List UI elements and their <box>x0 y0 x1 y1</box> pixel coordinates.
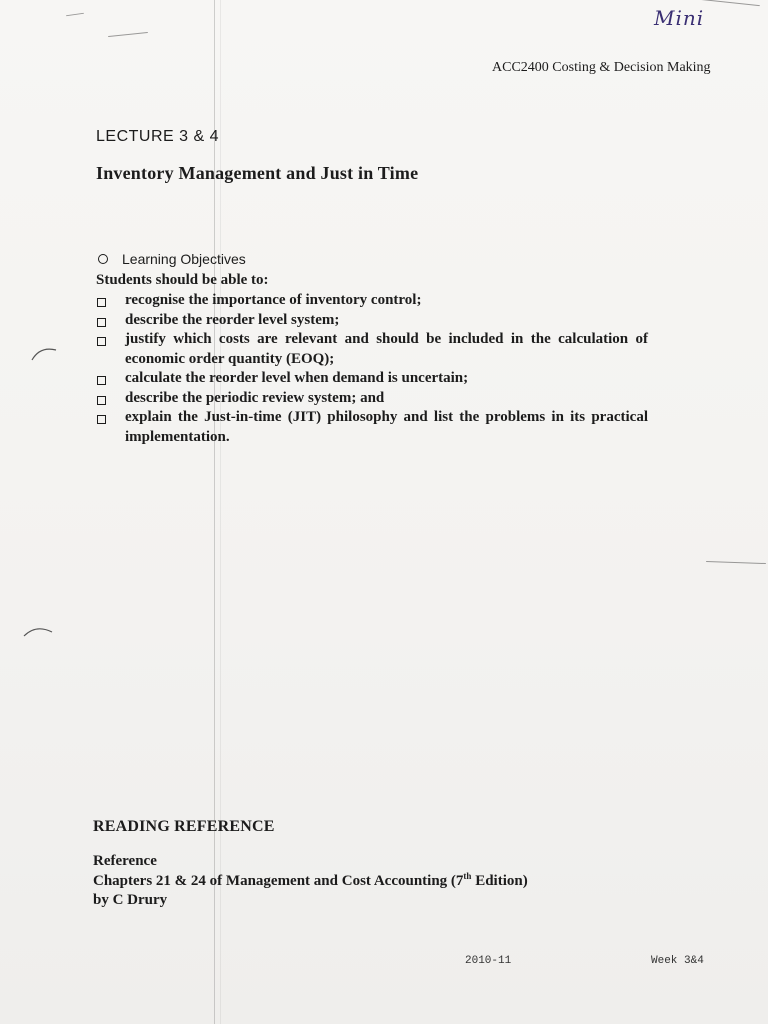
square-bullet-icon <box>97 396 106 405</box>
objectives-intro: Students should be able to: <box>96 272 269 288</box>
list-item <box>96 311 648 331</box>
reference-author: by C Drury <box>93 892 168 908</box>
objective-text: calculate the reorder level when demand is uncertain; <box>125 370 469 386</box>
handwritten-note: Mini <box>654 6 705 30</box>
reference-block <box>93 852 528 911</box>
citation-text: Chapters 21 & 24 of Management and Cost Accounting (7 <box>93 872 464 889</box>
objective-text: describe the periodic review system; and <box>125 389 385 406</box>
objectives-heading-text: Learning Objectives <box>122 251 246 267</box>
objective-text: explain the Just-in-time (JIT) philosophy and list the problems in its practical implementation. <box>125 409 648 445</box>
binder-hole-mark <box>30 344 60 364</box>
square-bullet-icon <box>97 318 106 327</box>
binder-hole-mark <box>22 624 56 644</box>
reference-label: Reference <box>93 853 157 869</box>
lecture-title: Inventory Management and Just in Time <box>96 163 419 183</box>
reading-reference-title: READING REFERENCE <box>93 818 275 835</box>
square-bullet-icon <box>97 415 106 424</box>
citation-text-end: Edition) <box>471 872 528 889</box>
stray-mark <box>706 561 766 564</box>
lecture-label: LECTURE 3 & 4 <box>96 128 219 145</box>
edition-superscript: th <box>463 870 472 881</box>
course-header: ACC2400 Costing & Decision Making <box>492 60 711 75</box>
objective-text: justify which costs are relevant and should be included in the calculation of economic order quantity (EOQ); <box>125 331 648 367</box>
footer-week: Week 3&4 <box>651 955 704 967</box>
list-item <box>96 389 648 409</box>
objectives-list <box>96 291 648 447</box>
list-item <box>96 330 648 369</box>
square-bullet-icon <box>97 298 106 307</box>
footer-year: 2010-11 <box>465 955 512 967</box>
stray-mark <box>700 0 760 6</box>
objective-text: recognise the importance of inventory control; <box>125 292 422 308</box>
reference-citation <box>93 872 528 892</box>
objective-text: describe the reorder level system; <box>125 311 340 328</box>
stray-mark <box>108 32 148 37</box>
list-item <box>96 291 648 311</box>
list-item <box>96 408 648 447</box>
square-bullet-icon <box>97 376 106 385</box>
circle-bullet-icon <box>98 254 108 264</box>
stray-mark <box>66 13 84 16</box>
objectives-heading <box>98 251 246 267</box>
list-item <box>96 369 648 389</box>
square-bullet-icon <box>97 337 106 346</box>
